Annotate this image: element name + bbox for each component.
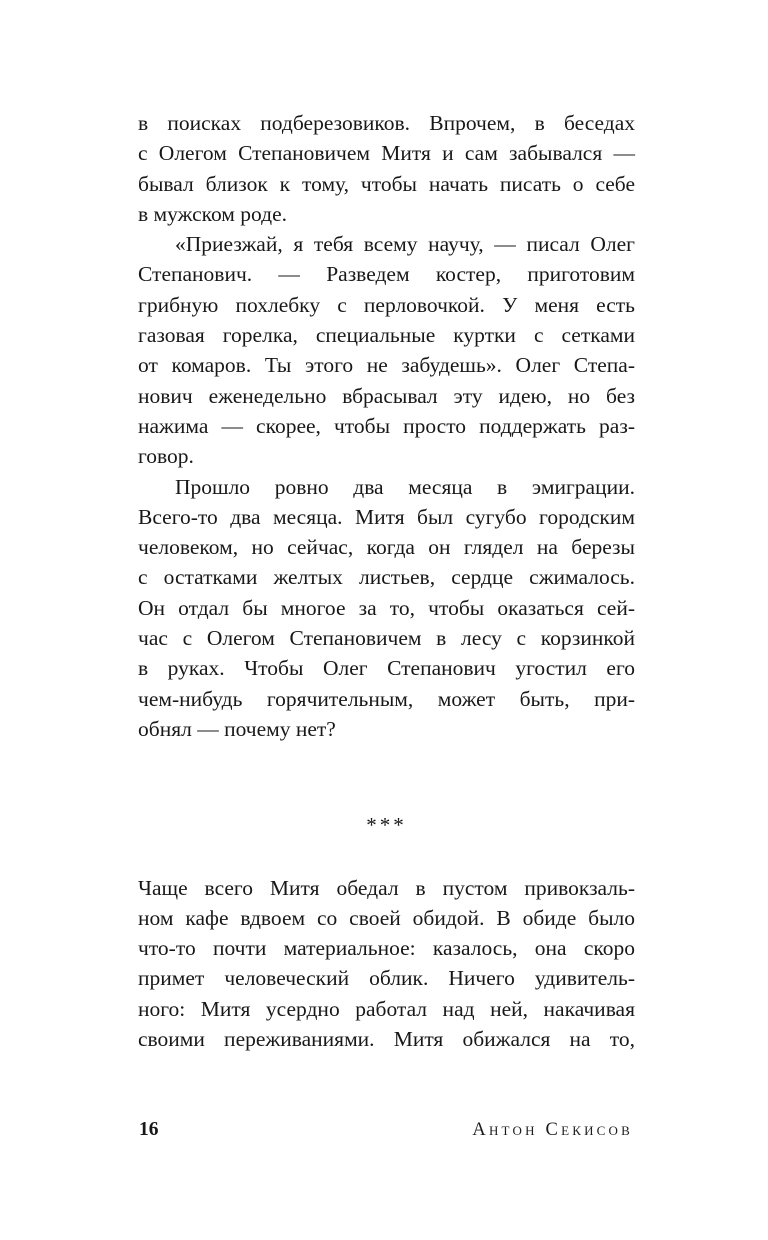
text-line: Всего-то два месяца. Митя был сугубо городским [138, 504, 635, 529]
text-line: бывал близок к тому, чтобы начать писать о себе [138, 171, 635, 196]
text-line: чем-нибудь горячительным, может быть, при- [138, 686, 635, 711]
text-line: нович еженедельно вбрасывал эту идею, но без [138, 383, 635, 408]
text-line: Он отдал бы многое за то, чтобы оказаться сей- [138, 595, 635, 620]
paragraph [138, 472, 635, 745]
running-footer-author: Антон Секисов [472, 1120, 633, 1140]
text-line: Степанович. — Разведем костер, приготовим [138, 262, 635, 287]
paragraph [138, 229, 635, 471]
text-line: грибную похлебку с перловочкой. У меня есть [138, 292, 635, 317]
text-line: что-то почти материальное: казалось, она скоро [138, 936, 635, 961]
text-line: в руках. Чтобы Олег Степанович угостил его [138, 656, 635, 681]
text-line: «Приезжай, я тебя всему научу, — писал Олег [175, 232, 635, 257]
text-line: газовая горелка, специальные куртки с сетками [138, 323, 635, 348]
text-line: обнял — почему нет? [138, 716, 336, 741]
page-text [138, 108, 635, 1054]
text-line: человеком, но сейчас, когда он глядел на березы [138, 535, 635, 560]
paragraph [138, 873, 635, 1055]
text-line: своими переживаниями. Митя обижался на то, [138, 1027, 635, 1052]
section-separator: *** [366, 813, 407, 838]
text-line: в поисках подберезовиков. Впрочем, в беседах [138, 111, 635, 135]
text-line: нажима — скорее, чтобы просто поддержать раз- [138, 413, 635, 438]
text-line: Прошло ровно два месяца в эмиграции. [175, 474, 635, 499]
page-footer [139, 1119, 633, 1141]
text-line: Чаще всего Митя обедал в пустом привокзаль- [138, 875, 635, 900]
text-line: говор. [138, 444, 194, 469]
text-line: ном кафе вдвоем со своей обидой. В обиде было [138, 905, 635, 930]
text-line: в мужском роде. [138, 201, 288, 226]
text-line: ного: Митя усердно работал над ней, накачивая [138, 996, 635, 1021]
text-line: с Олегом Степановичем Митя и сам забывался — [138, 141, 635, 166]
paragraph [138, 108, 635, 229]
text-line: примет человеческий облик. Ничего удивитель- [138, 966, 635, 991]
text-line: с остатками желтых листьев, сердце сжималось. [138, 565, 635, 590]
text-line: час с Олегом Степановичем в лесу с корзинкой [138, 626, 635, 651]
page-number: 16 [139, 1119, 159, 1140]
text-line: от комаров. Ты этого не забудешь». Олег Степа- [138, 353, 635, 378]
